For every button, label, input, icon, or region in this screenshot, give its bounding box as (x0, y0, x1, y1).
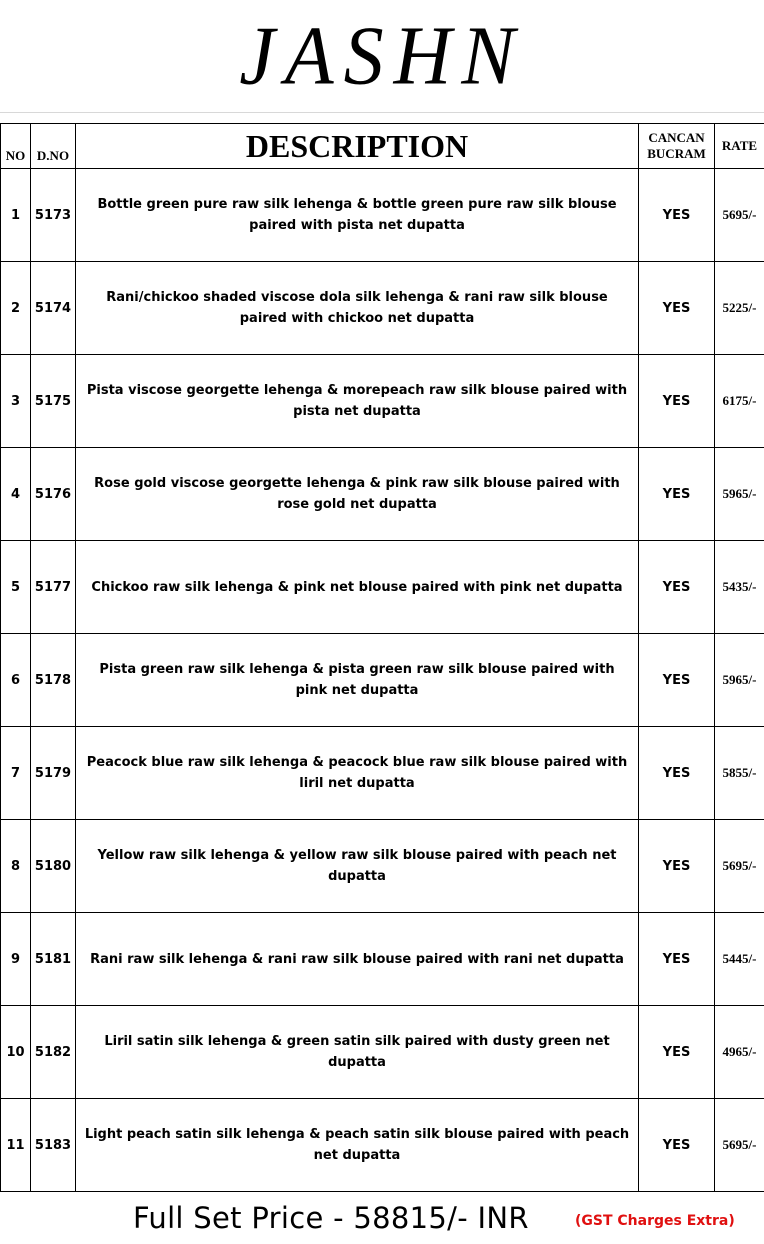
cell-no: 5 (1, 541, 31, 634)
cell-no: 11 (1, 1099, 31, 1192)
cell-dno: 5183 (31, 1099, 76, 1192)
table-row (1, 820, 764, 913)
cell-cancan: YES (639, 820, 715, 913)
table-header-row (1, 124, 764, 169)
cell-cancan: YES (639, 448, 715, 541)
cell-cancan: YES (639, 913, 715, 1006)
cell-description: Light peach satin silk lehenga & peach satin silk blouse paired with peach net dupatta (76, 1099, 639, 1192)
header-description: DESCRIPTION (76, 124, 639, 169)
header-no: NO (1, 124, 31, 169)
brand-name: JASHN (239, 9, 525, 103)
cell-description: Peacock blue raw silk lehenga & peacock blue raw silk blouse paired with liril net dupatta (76, 727, 639, 820)
price-table (0, 123, 764, 1192)
cell-rate: 5695/- (715, 1099, 764, 1192)
cell-description: Bottle green pure raw silk lehenga & bottle green pure raw silk blouse paired with pista net dupatta (76, 169, 639, 262)
cell-rate: 4965/- (715, 1006, 764, 1099)
cell-rate: 5695/- (715, 169, 764, 262)
footer (0, 1193, 764, 1244)
cell-no: 7 (1, 727, 31, 820)
cell-dno: 5173 (31, 169, 76, 262)
cell-description: Chickoo raw silk lehenga & pink net blouse paired with pink net dupatta (76, 541, 639, 634)
cell-rate: 5225/- (715, 262, 764, 355)
cell-cancan: YES (639, 1006, 715, 1099)
cell-dno: 5175 (31, 355, 76, 448)
cell-dno: 5180 (31, 820, 76, 913)
table-row (1, 727, 764, 820)
cell-no: 10 (1, 1006, 31, 1099)
cell-dno: 5177 (31, 541, 76, 634)
header-cancan-line2: BUCRAM (647, 146, 706, 161)
table-row (1, 448, 764, 541)
cell-cancan: YES (639, 262, 715, 355)
cell-dno: 5181 (31, 913, 76, 1006)
cell-no: 1 (1, 169, 31, 262)
cell-no: 2 (1, 262, 31, 355)
cell-cancan: YES (639, 1099, 715, 1192)
cell-dno: 5174 (31, 262, 76, 355)
header-dno: D.NO (31, 124, 76, 169)
cell-description: Pista viscose georgette lehenga & morepeach raw silk blouse paired with pista net dupatta (76, 355, 639, 448)
cell-cancan: YES (639, 541, 715, 634)
cell-no: 6 (1, 634, 31, 727)
cell-cancan: YES (639, 169, 715, 262)
cell-no: 4 (1, 448, 31, 541)
cell-description: Rose gold viscose georgette lehenga & pink raw silk blouse paired with rose gold net dupatta (76, 448, 639, 541)
gst-note: (GST Charges Extra) (575, 1213, 735, 1229)
cell-cancan: YES (639, 355, 715, 448)
table-row (1, 1099, 764, 1192)
cell-rate: 5445/- (715, 913, 764, 1006)
cell-description: Rani raw silk lehenga & rani raw silk blouse paired with rani net dupatta (76, 913, 639, 1006)
full-set-price: Full Set Price - 58815/- INR (133, 1201, 529, 1235)
cell-description: Rani/chickoo shaded viscose dola silk lehenga & rani raw silk blouse paired with chickoo net dupatta (76, 262, 639, 355)
price-table-container (0, 123, 764, 1192)
cell-dno: 5178 (31, 634, 76, 727)
cell-no: 9 (1, 913, 31, 1006)
cell-no: 3 (1, 355, 31, 448)
cell-rate: 5695/- (715, 820, 764, 913)
table-row (1, 262, 764, 355)
brand-header (0, 0, 764, 113)
cell-dno: 5176 (31, 448, 76, 541)
table-row (1, 541, 764, 634)
cell-rate: 5855/- (715, 727, 764, 820)
cell-cancan: YES (639, 727, 715, 820)
table-row (1, 169, 764, 262)
table-row (1, 355, 764, 448)
cell-no: 8 (1, 820, 31, 913)
cell-description: Yellow raw silk lehenga & yellow raw silk blouse paired with peach net dupatta (76, 820, 639, 913)
header-cancan-line1: CANCAN (648, 129, 705, 145)
cell-rate: 5965/- (715, 634, 764, 727)
table-row (1, 634, 764, 727)
cell-dno: 5182 (31, 1006, 76, 1099)
cell-description: Pista green raw silk lehenga & pista green raw silk blouse paired with pink net dupatta (76, 634, 639, 727)
cell-dno: 5179 (31, 727, 76, 820)
table-row (1, 913, 764, 1006)
table-row (1, 1006, 764, 1099)
cell-description: Liril satin silk lehenga & green satin silk paired with dusty green net dupatta (76, 1006, 639, 1099)
header-cancan-bucram (639, 124, 715, 169)
cell-cancan: YES (639, 634, 715, 727)
cell-rate: 5435/- (715, 541, 764, 634)
header-rate: RATE (715, 124, 764, 169)
cell-rate: 5965/- (715, 448, 764, 541)
cell-rate: 6175/- (715, 355, 764, 448)
